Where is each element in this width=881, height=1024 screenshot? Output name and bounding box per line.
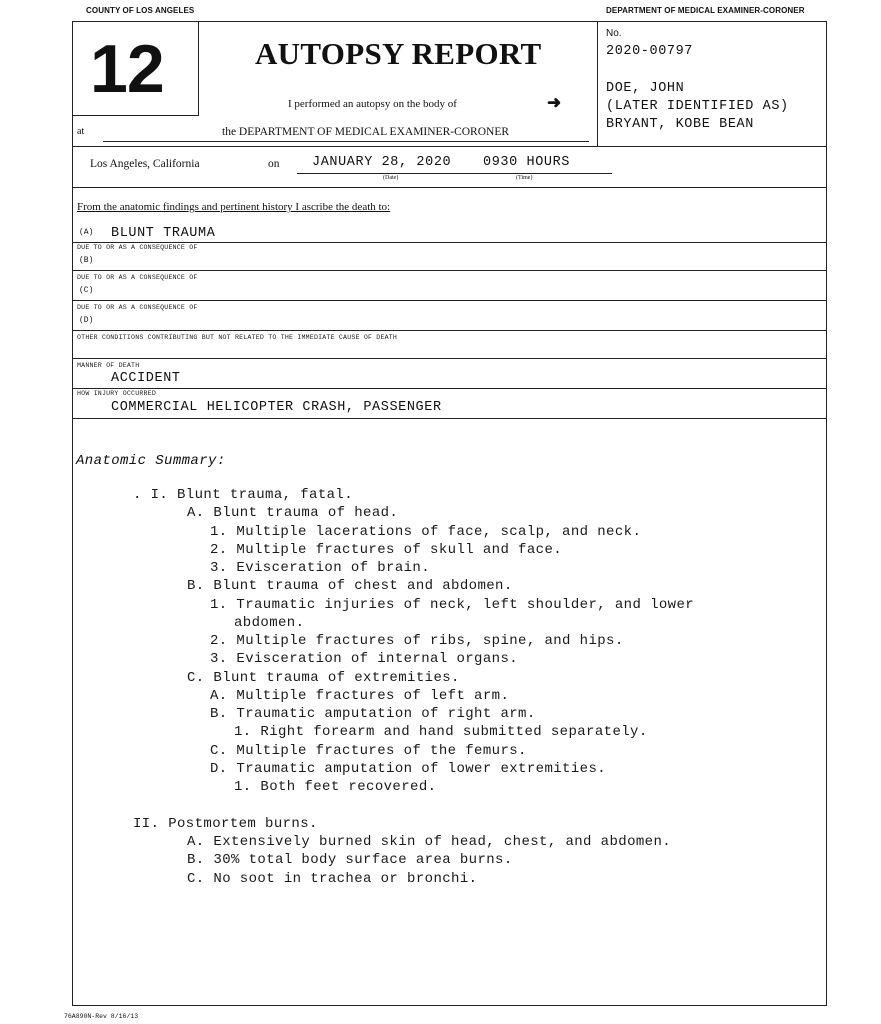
summary-line: 2. Multiple fractures of skull and face. bbox=[210, 542, 563, 558]
ascribe-statement: From the anatomic findings and pertinent history I ascribe the death to: bbox=[77, 201, 391, 213]
date-caption: (Date) bbox=[383, 175, 399, 181]
summary-line: 1. Right forearm and hand submitted separately. bbox=[234, 724, 648, 740]
cause-a-line bbox=[72, 242, 827, 243]
summary-line: II. Postmortem burns. bbox=[133, 816, 318, 832]
date-divider bbox=[72, 187, 827, 188]
decedent-line: DOE, JOHN bbox=[606, 81, 685, 96]
due-to-label: DUE TO OR AS A CONSEQUENCE OF bbox=[77, 304, 198, 311]
case-number: 2020-00797 bbox=[606, 44, 694, 59]
summary-line: C. No soot in trachea or bronchi. bbox=[187, 871, 478, 887]
arrow-right-icon: ➜ bbox=[547, 93, 562, 112]
summary-line: C. Multiple fractures of the femurs. bbox=[210, 743, 527, 759]
summary-line: . I. Blunt trauma, fatal. bbox=[133, 487, 354, 503]
summary-line: 1. Multiple lacerations of face, scalp, and neck. bbox=[210, 524, 642, 540]
autopsy-date: JANUARY 28, 2020 bbox=[312, 155, 452, 170]
page-number-box bbox=[72, 21, 199, 116]
cause-a: BLUNT TRAUMA bbox=[111, 226, 216, 241]
how-injury-label: HOW INJURY OCCURRED bbox=[77, 390, 156, 397]
summary-line: A. Blunt trauma of head. bbox=[187, 505, 399, 521]
cause-c-label: (C) bbox=[79, 286, 94, 295]
summary-line: D. Traumatic amputation of lower extremities. bbox=[210, 761, 607, 777]
summary-heading: Anatomic Summary: bbox=[76, 453, 226, 469]
summary-line: 3. Evisceration of brain. bbox=[210, 560, 431, 576]
summary-line: 3. Evisceration of internal organs. bbox=[210, 651, 519, 667]
at-label: at bbox=[77, 126, 85, 137]
form-code: 76A890N-Rev 8/16/13 bbox=[64, 1013, 139, 1020]
summary-line: C. Blunt trauma of extremities. bbox=[187, 670, 460, 686]
examining-location: the DEPARTMENT OF MEDICAL EXAMINER-CORONER bbox=[222, 126, 510, 138]
summary-line: 1. Traumatic injuries of neck, left shoulder, and lower bbox=[210, 597, 695, 613]
summary-line: 1. Both feet recovered. bbox=[234, 779, 437, 795]
on-label: on bbox=[268, 158, 280, 170]
summary-line: A. Extensively burned skin of head, chest, and abdomen. bbox=[187, 834, 672, 850]
manner-line bbox=[72, 388, 827, 389]
summary-line: B. Traumatic amputation of right arm. bbox=[210, 706, 536, 722]
cause-b-label: (B) bbox=[79, 256, 94, 265]
due-to-label: DUE TO OR AS A CONSEQUENCE OF bbox=[77, 274, 198, 281]
summary-line: 2. Multiple fractures of ribs, spine, and hips. bbox=[210, 633, 624, 649]
header-divider bbox=[72, 146, 827, 147]
cause-a-label: (A) bbox=[79, 228, 94, 237]
summary-line: abdomen. bbox=[234, 615, 305, 631]
cause-b-line bbox=[72, 270, 827, 271]
case-number-label: No. bbox=[606, 28, 622, 39]
case-box-divider bbox=[597, 21, 598, 146]
manner-label: MANNER OF DEATH bbox=[77, 362, 140, 369]
cause-d-label: (D) bbox=[79, 316, 94, 325]
due-to-label: DUE TO OR AS A CONSEQUENCE OF bbox=[77, 244, 198, 251]
autopsy-time: 0930 HOURS bbox=[483, 155, 571, 170]
decedent-line: (LATER IDENTIFIED AS) bbox=[606, 99, 789, 114]
county-header: COUNTY OF LOS ANGELES bbox=[86, 6, 195, 15]
other-conditions-label: OTHER CONDITIONS CONTRIBUTING BUT NOT RELATED TO THE IMMEDIATE CAUSE OF DEATH bbox=[77, 334, 398, 341]
decedent-line: BRYANT, KOBE BEAN bbox=[606, 117, 754, 132]
how-injury-occurred: COMMERCIAL HELICOPTER CRASH, PASSENGER bbox=[111, 400, 442, 415]
date-underline bbox=[297, 173, 612, 174]
department-header: DEPARTMENT OF MEDICAL EXAMINER-CORONER bbox=[606, 6, 805, 15]
report-title: AUTOPSY REPORT bbox=[255, 36, 542, 71]
page-number: 12 bbox=[90, 31, 164, 107]
summary-line: B. 30% total body surface area burns. bbox=[187, 852, 513, 868]
other-conditions-line bbox=[72, 358, 827, 359]
summary-line: A. Multiple fractures of left arm. bbox=[210, 688, 510, 704]
location-text: Los Angeles, California bbox=[90, 158, 200, 170]
performed-text: I performed an autopsy on the body of bbox=[288, 98, 457, 110]
decedent-name bbox=[606, 80, 789, 134]
cause-d-line bbox=[72, 330, 827, 331]
manner-of-death: ACCIDENT bbox=[111, 371, 181, 386]
at-underline bbox=[103, 141, 589, 142]
cause-c-line bbox=[72, 300, 827, 301]
time-caption: (Time) bbox=[516, 175, 533, 181]
how-injury-line bbox=[72, 418, 827, 419]
summary-line: B. Blunt trauma of chest and abdomen. bbox=[187, 578, 513, 594]
